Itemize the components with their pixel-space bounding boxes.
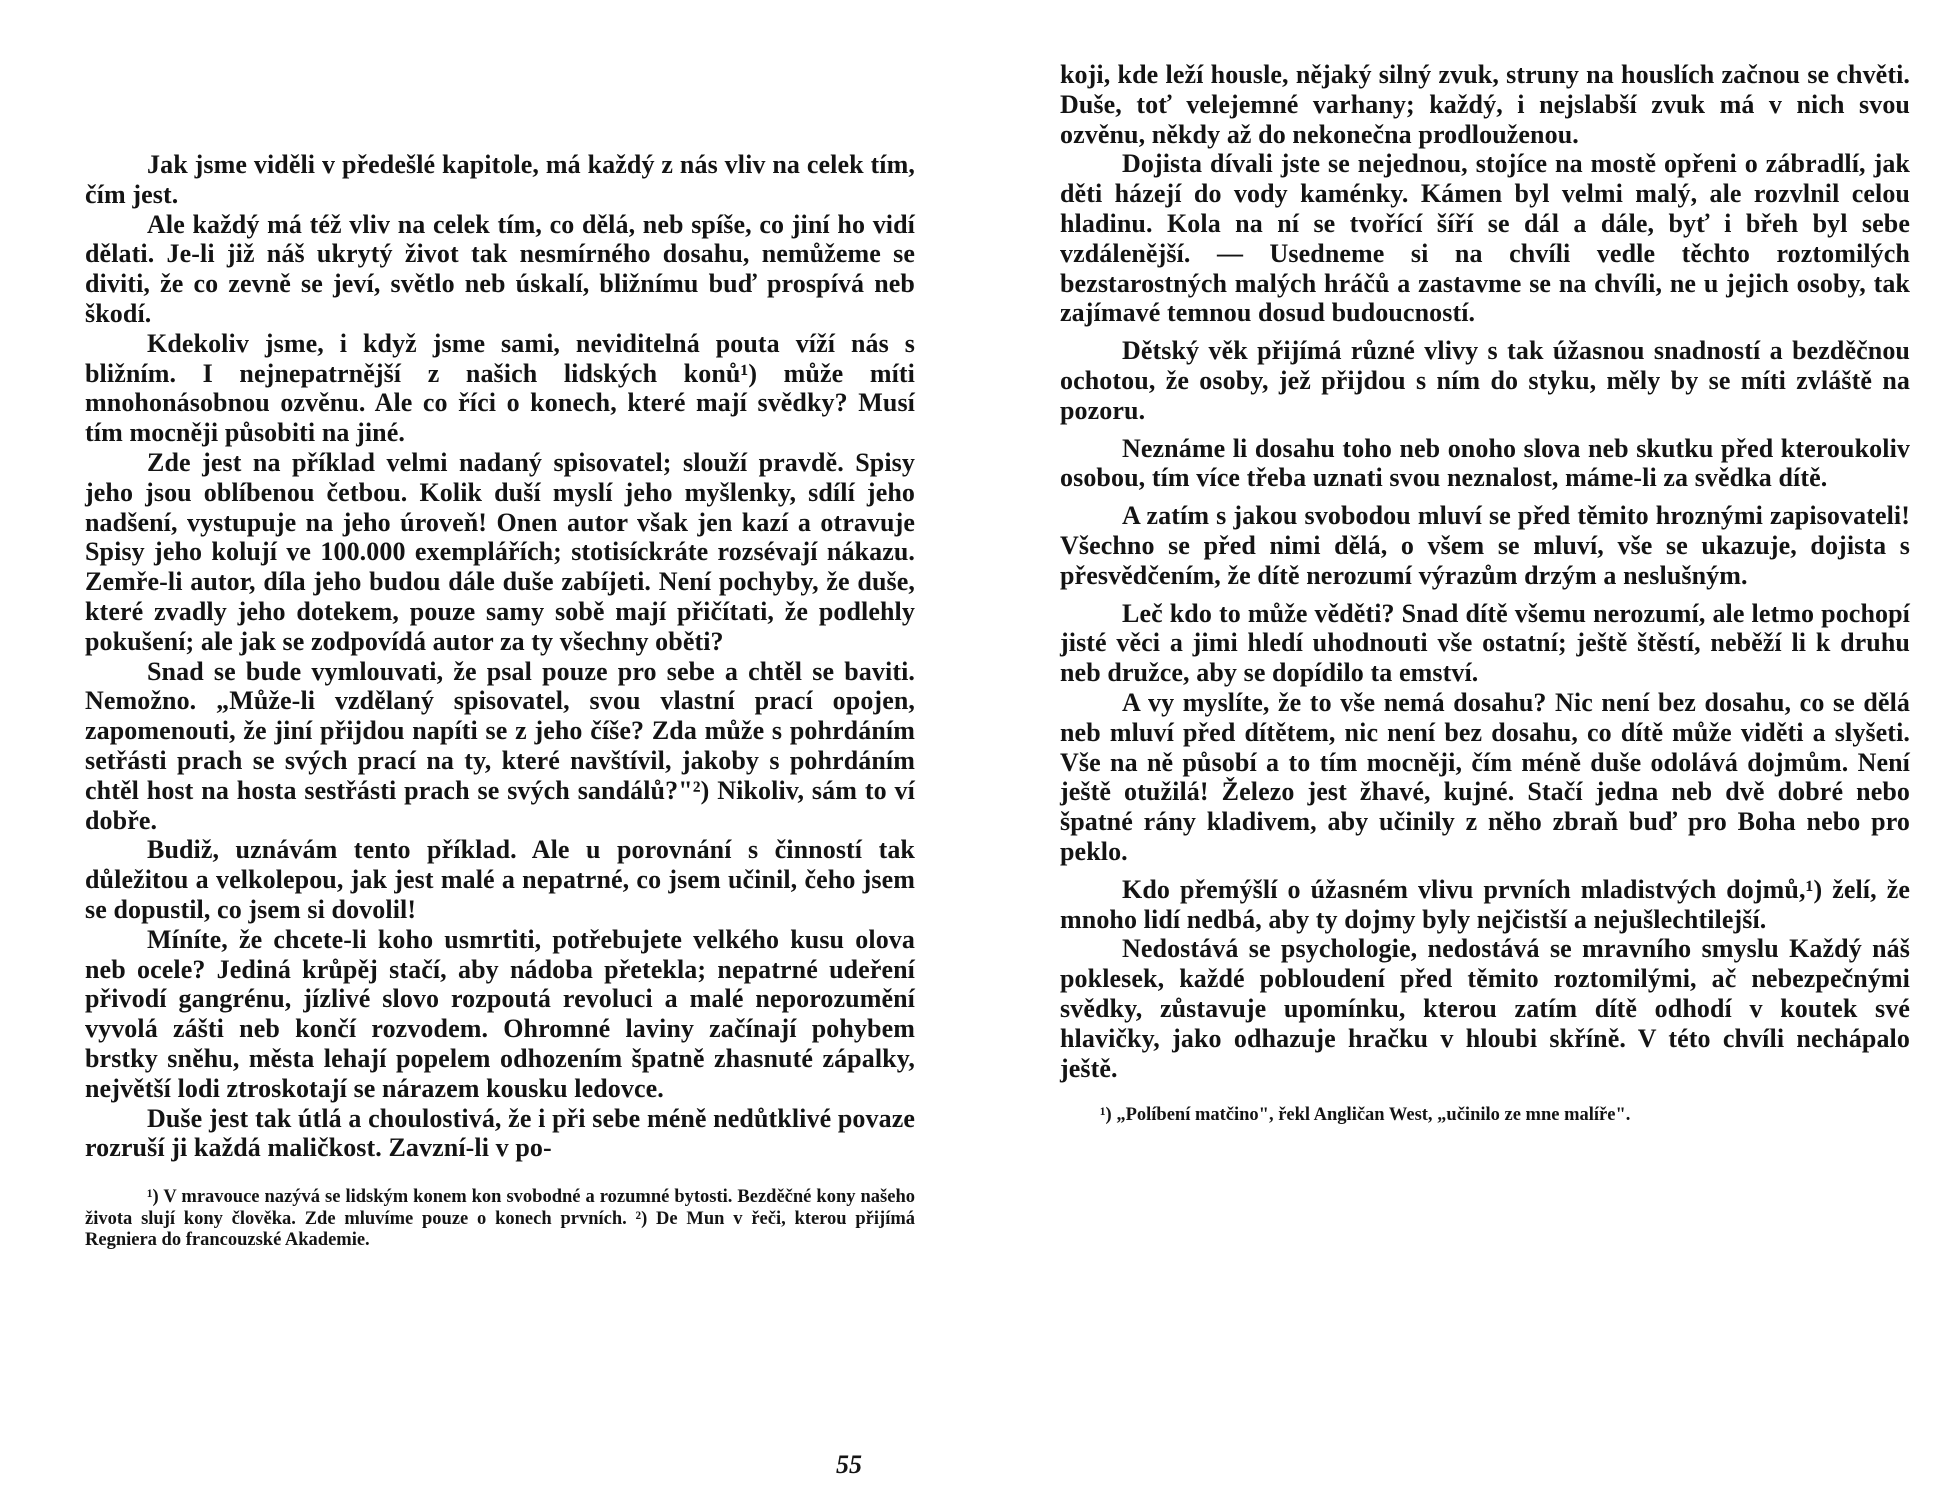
paragraph-continued: koji, kde leží housle, nějaký silný zvuk, struny na houslích začnou se chvěti. Duše, toť velejemné varhany; každý, i nejslabší zvuk má v nich svou ozvěnu, někdy až do nekonečna prodlouženou.	[1060, 60, 1910, 149]
left-page	[85, 150, 915, 1480]
paragraph: Míníte, že chcete-li koho usmrtiti, potřebujete velkého kusu olova neb ocele? Jediná krůpěj stačí, aby nádoba přetekla; nepatrné udeření přivodí gangrénu, jízlivé slovo rozpoutá revoluci a malé neporozumění vyvolá zášti neb končí rozvodem. Ohromné laviny začínají pohybem brstky sněhu, města lehají popelem odhozením špatně zhasnuté zápalky, největší lodi ztroskotají se nárazem kousku ledovce.	[85, 924, 915, 1103]
paragraph: Kdo přemýšlí o úžasném vlivu prvních mladistvých dojmů,¹) želí, že mnoho lidí nedbá, aby ty dojmy byly nejčistší a nejušlechtilejší.	[1060, 874, 1910, 934]
paragraph: Dojista dívali jste se nejednou, stojíce na mostě opřeni o zábradlí, jak děti házejí do vody kaménky. Kámen byl velmi malý, ale rozvlnil celou hladinu. Kola na ní se tvořící šíří se dál a dále, byť i břeh byl sebe vzdálenější. — Usedneme si na chvíli vedle těchto roztomilých bezstarostných malých hráčů a zastavme se na chvíli, ne u jejich osoby, tak zajímavé temnou dosud budoucností.	[1060, 149, 1910, 328]
page-number: 55	[836, 1450, 862, 1479]
paragraph: Duše jest tak útlá a choulostivá, že i při sebe méně nedůtklivé povaze rozruší ji každá maličkost. Zavzní-li v po-	[85, 1103, 915, 1163]
paragraph: A vy myslíte, že to vše nemá dosahu? Nic není bez dosahu, co se dělá neb mluví před dítětem, nic není bez dosahu, co dítě může viděti a slyšeti. Vše na ně působí a to tím mocněji, čím méně duše odolává dojmům. Není ještě otužilá! Železo jest žhavé, kujné. Stačí jedna neb dvě dobré nebo špatné rány kladivem, aby učinily z něho zbraň buď pro Boha nebo pro peklo.	[1060, 687, 1910, 866]
footnotes	[85, 1187, 915, 1252]
right-page	[1060, 60, 1910, 1460]
paragraph: Dětský věk přijímá různé vlivy s tak úžasnou snadností a bezděčnou ochotou, že osoby, jež přijdou s ním do styku, měly by se míti zvláště na pozoru.	[1060, 336, 1910, 425]
paragraph: Snad se bude vymlouvati, že psal pouze pro sebe a chtěl se baviti. Nemožno. „Může-li vzdělaný spisovatel, svou vlastní prací opojen, zapomenouti, že jiní přijdou napíti se z jeho číše? Zda může s pohrdáním setřásti prach se svých prací na ty, které navštívil, jakoby s pohrdáním chtěl host na hosta sestřásti prach se svých sandálů?"²) Nikoliv, sám to ví dobře.	[85, 656, 915, 835]
paragraph: Leč kdo to může věděti? Snad dítě všemu nerozumí, ale letmo pochopí jisté věci a jimi hledí uhodnouti vše ostatní; ještě štěstí, neběží li k druhu neb družce, aby se dopídilo ta emství.	[1060, 598, 1910, 688]
paragraph: Neznáme li dosahu toho neb onoho slova neb skutku před kteroukoliv osobou, tím více třeba uznati svou neznalost, máme-li za svědka dítě.	[1060, 433, 1910, 493]
footnote: ¹) V mravouce nazývá se lidským konem kon svobodné a rozumné bytosti. Bezděčné kony našeho života slují kony člověka. Zde mluvíme pouze o konech prvních. ²) De Mun v řeči, kterou přijímá Regniera do francouzské Akademie.	[85, 1187, 915, 1251]
paragraph: Budiž, uznávám tento příklad. Ale u porovnání s činností tak důležitou a velkolepou, jak jest malé a nepatrné, co jsem učinil, čeho jsem se dopustil, co jsem si dovolil!	[85, 835, 915, 924]
paragraph: Kdekoliv jsme, i když jsme sami, neviditelná pouta víží nás s bližním. I nejnepatrnější z našich lidských konů¹) může míti mnohonásobnou ozvěnu. Ale co říci o konech, které mají svědky? Musí tím mocněji působiti na jiné.	[85, 328, 915, 448]
paragraph: A zatím s jakou svobodou mluví se před těmito hroznými zapisovateli! Všechno se před nimi dělá, o všem se mluví, vše se ukazuje, dojista s přesvědčením, že dítě nerozumí výrazům drzým a neslušným.	[1060, 501, 1910, 590]
footnote: ¹) „Políbení matčino", řekl Angličan West, „učinilo ze mne malíře".	[1100, 1105, 1631, 1126]
paragraph: Nedostává se psychologie, nedostává se mravního smyslu Každý náš poklesek, každé pobloudení před těmito roztomilými, ač nebezpečnými svědky, zůstavuje upomínku, kterou zatím dítě odhodí v koutek své hlavičky, jako odhazuje hračku v hloubi skříně. V této chvíli nechápalo ještě.	[1060, 934, 1910, 1083]
paragraph: Jak jsme viděli v předešlé kapitole, má každý z nás vliv na celek tím, čím jest.	[85, 150, 915, 209]
paragraph: Zde jest na příklad velmi nadaný spisovatel; slouží pravdě. Spisy jeho jsou oblíbenou četbou. Kolik duší myslí jeho myšlenky, sdílí jeho nadšení, vystupuje na jeho úroveň! Onen autor však jen kazí a otravuje Spisy jeho kolují ve 100.000 exemplářích; stotisíckráte rozsévají nákazu. Zemře-li autor, díla jeho budou dále duše zabíjeti. Není pochyby, že duše, které zvadly jeho dotekem, pouze samy sobě mají přičítati, že podlehly pokušení; ale jak se zodpovídá autor za ty všechny oběti?	[85, 447, 915, 656]
paragraph: Ale každý má též vliv na celek tím, co dělá, neb spíše, co jiní ho vidí dělati. Je-li již náš ukrytý život tak nesmírného dosahu, nemůžeme se diviti, že co zevně se jeví, světlo neb úskalí, bližnímu buď prospívá neb škodí.	[85, 209, 915, 328]
